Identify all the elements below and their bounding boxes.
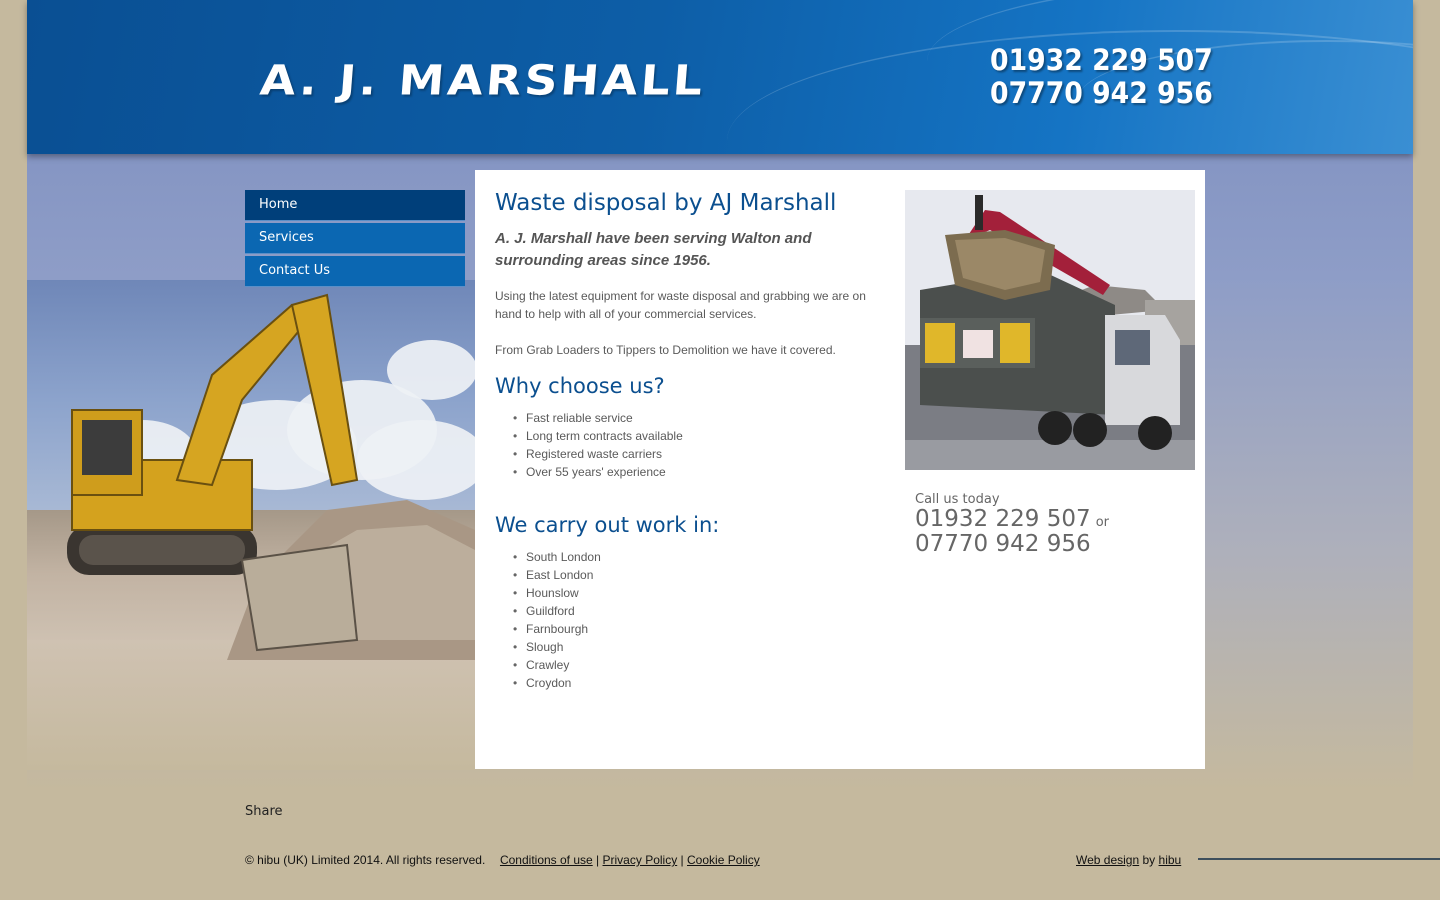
list-item: • Guildford [526, 602, 601, 620]
web-design-credit [1076, 853, 1181, 867]
nav-item-contact-us[interactable]: Contact Us [245, 256, 465, 287]
nav-item-home[interactable]: Home [245, 190, 465, 221]
credit-by: by [1142, 853, 1156, 867]
call-box [915, 492, 1109, 557]
paragraph-coverage: From Grab Loaders to Tippers to Demolition we have it covered. [495, 343, 836, 357]
cookie-link[interactable]: Cookie Policy [687, 853, 760, 867]
excavator-graphic [27, 280, 475, 770]
main-content [475, 170, 1205, 769]
page-title: Waste disposal by AJ Marshall [495, 190, 837, 216]
grab-truck-photo [905, 190, 1195, 470]
list-item: • East London [526, 566, 601, 584]
list-item: • Slough [526, 638, 601, 656]
intro-text: A. J. Marshall have been serving Walton and surrounding areas since 1956. [495, 230, 812, 269]
copyright-text: © hibu (UK) Limited 2014. All rights reserved. [245, 853, 486, 867]
why-list [495, 409, 683, 481]
paragraph-equipment: Using the latest equipment for waste disposal and grabbing we are on hand to help with all of your commercial services. [495, 289, 866, 321]
footer-rule [1198, 858, 1440, 860]
share-label[interactable]: Share [245, 804, 283, 819]
header-phones [990, 44, 1213, 110]
list-item: • Croydon [526, 674, 601, 692]
why-heading: Why choose us? [495, 374, 665, 398]
list-item: • Over 55 years' experience [526, 463, 683, 481]
list-item: • Crawley [526, 656, 601, 674]
call-label: Call us today [915, 492, 1000, 507]
list-item: • South London [526, 548, 601, 566]
site-logo[interactable]: A. J. MARSHALL [258, 56, 708, 105]
header-phone-2: 07770 942 956 [990, 76, 1213, 110]
list-item: • Hounslow [526, 584, 601, 602]
web-design-link[interactable]: Web design [1076, 853, 1140, 867]
footer [245, 853, 760, 867]
list-item: • Long term contracts available [526, 427, 683, 445]
areas-heading: We carry out work in: [495, 513, 720, 537]
areas-list [495, 548, 601, 692]
call-or: or [1095, 515, 1109, 530]
excavator-image [27, 280, 475, 770]
site-header [27, 0, 1413, 154]
footer-separator: | [680, 853, 684, 867]
footer-separator: | [596, 853, 600, 867]
list-item: • Fast reliable service [526, 409, 683, 427]
list-item: • Registered waste carriers [526, 445, 683, 463]
conditions-link[interactable]: Conditions of use [499, 853, 593, 867]
list-item: • Farnbourgh [526, 620, 601, 638]
truck-graphic [905, 190, 1195, 470]
nav-item-services[interactable]: Services [245, 223, 465, 254]
header-phone-1: 01932 229 507 [990, 43, 1213, 77]
hibu-link[interactable]: hibu [1158, 853, 1182, 867]
main-nav [245, 190, 465, 289]
call-phone-2[interactable]: 07770 942 956 [915, 531, 1091, 557]
call-phone-1[interactable]: 01932 229 507 [915, 506, 1091, 532]
privacy-link[interactable]: Privacy Policy [602, 853, 678, 867]
